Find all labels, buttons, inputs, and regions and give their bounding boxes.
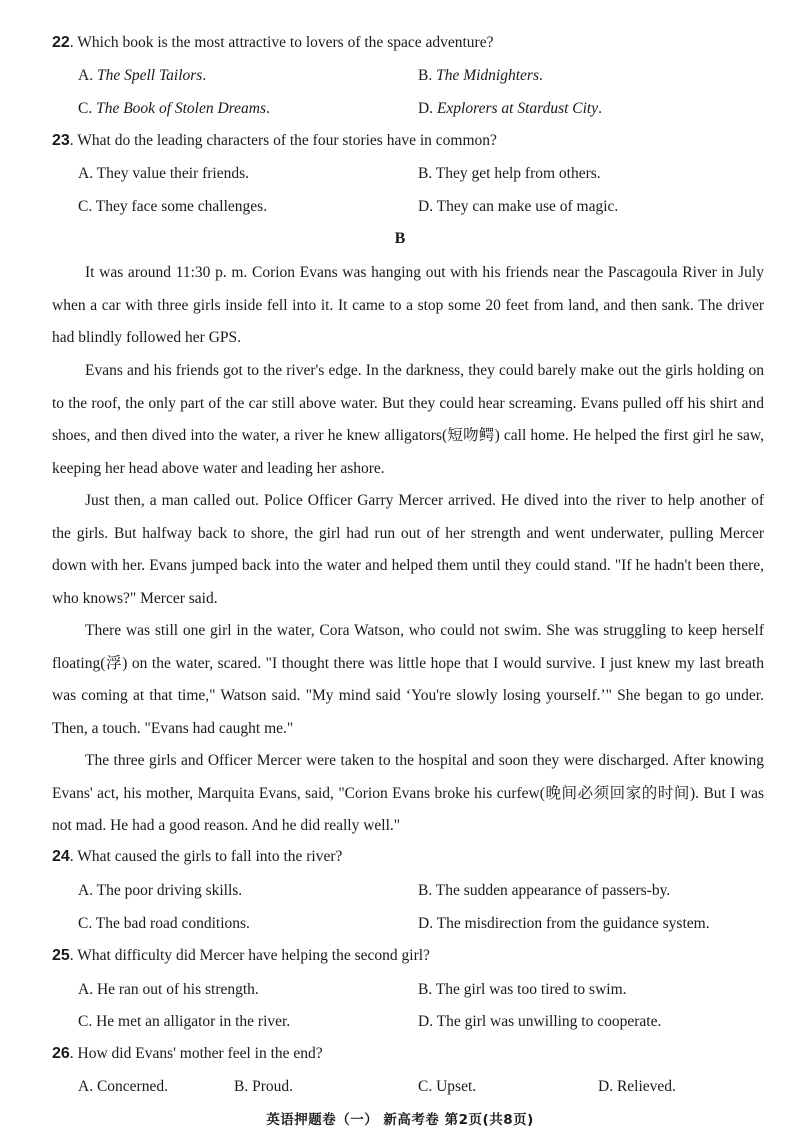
option-26-a: A. Concerned. <box>78 1078 168 1095</box>
option-24-a: A. The poor driving skills. <box>78 882 243 899</box>
question-number: 25 <box>52 947 70 964</box>
option-25-d: D. The girl was unwilling to cooperate. <box>418 1013 662 1030</box>
option-25-c: C. He met an alligator in the river. <box>78 1013 291 1030</box>
option-24-c: C. The bad road conditions. <box>78 915 250 932</box>
question-22 <box>52 34 493 52</box>
passage-paragraph-2: Evans and his friends got to the river's edge. In the darkness, they could barely make out the girls holding on to the roof, the only part of the car still above water. But they could hear screaming. Evans pulled off his shirt and shoes, and then dived into the water, a river he knew alligators(短吻鳄) call home. He helped the first girl he saw, keeping her head above water and leading her ashore. <box>52 362 764 477</box>
option-25-a: A. He ran out of his strength. <box>78 981 259 998</box>
question-23 <box>52 132 497 150</box>
option-22-c: C. The Book of Stolen Dreams. <box>78 100 270 117</box>
passage-paragraph-5: The three girls and Officer Mercer were taken to the hospital and soon they were discharged. After knowing Evans' act, his mother, Marquita Evans, said, "Corion Evans broke his curfew(晚间必须回家的时间). But I was not mad. He had a good reason. And he did really well." <box>52 752 764 835</box>
question-stem: . What do the leading characters of the four stories have in common? <box>69 132 497 149</box>
question-number: 23 <box>52 132 70 149</box>
question-number: 24 <box>52 848 70 865</box>
book-title: Explorers at Stardust City <box>436 100 599 117</box>
question-26 <box>52 1045 323 1063</box>
option-23-a: A. They value their friends. <box>78 165 250 182</box>
option-26-b: B. Proud. <box>234 1078 293 1095</box>
option-22-a: A. The Spell Tailors. <box>78 67 207 84</box>
passage-paragraph-4: There was still one girl in the water, Cora Watson, who could not swim. She was struggling to keep herself floating(浮) on the water, scared. "I thought there was little hope that I would survive. I just knew my last breath was coming at that time," Watson said. "My mind said ‘You're slowly losing yourself.’" She began to go under. Then, a touch. "Evans had caught me." <box>52 622 764 737</box>
question-stem: . What caused the girls to fall into the river? <box>69 848 343 865</box>
option-23-d: D. They can make use of magic. <box>418 198 619 215</box>
option-24-b: B. The sudden appearance of passers-by. <box>418 882 671 899</box>
option-24-d: D. The misdirection from the guidance system. <box>418 915 710 932</box>
option-26-c: C. Upset. <box>418 1078 477 1095</box>
option-23-c: C. They face some challenges. <box>78 198 268 215</box>
option-22-d: D. Explorers at Stardust City. <box>418 100 602 117</box>
option-23-b: B. They get help from others. <box>418 165 601 182</box>
question-24 <box>52 848 342 866</box>
book-title: The Spell Tailors <box>96 67 203 84</box>
passage-paragraph-1: It was around 11:30 p. m. Corion Evans was hanging out with his friends near the Pascagoula River in July when a car with three girls inside fell into it. It came to a stop some 20 feet from land, and then sank. The driver had blindly followed her GPS. <box>52 264 764 347</box>
page-footer: 英语押题卷（一） 新高考卷 第2页(共8页) <box>266 1112 534 1128</box>
question-number: 22 <box>52 34 70 51</box>
option-22-b: B. The Midnighters. <box>418 67 543 84</box>
book-title: The Book of Stolen Dreams <box>96 100 266 117</box>
section-heading: B <box>394 230 406 247</box>
passage-paragraph-3: Just then, a man called out. Police Officer Garry Mercer arrived. He dived into the river to help another of the girls. But halfway back to shore, the girl had run out of her strength and went underwater, pulling Mercer down with her. Evans jumped back into the water and helped them until they could stand. "If he hadn't been there, who knows?" Mercer said. <box>52 492 764 607</box>
question-25 <box>52 947 430 965</box>
option-26-d: D. Relieved. <box>598 1078 676 1095</box>
question-stem: . What difficulty did Mercer have helping the second girl? <box>69 947 430 964</box>
book-title: The Midnighters <box>436 67 539 84</box>
question-stem: . How did Evans' mother feel in the end? <box>69 1045 323 1062</box>
option-25-b: B. The girl was too tired to swim. <box>418 981 627 998</box>
question-stem: . Which book is the most attractive to lovers of the space adventure? <box>69 34 494 51</box>
question-number: 26 <box>52 1045 70 1062</box>
